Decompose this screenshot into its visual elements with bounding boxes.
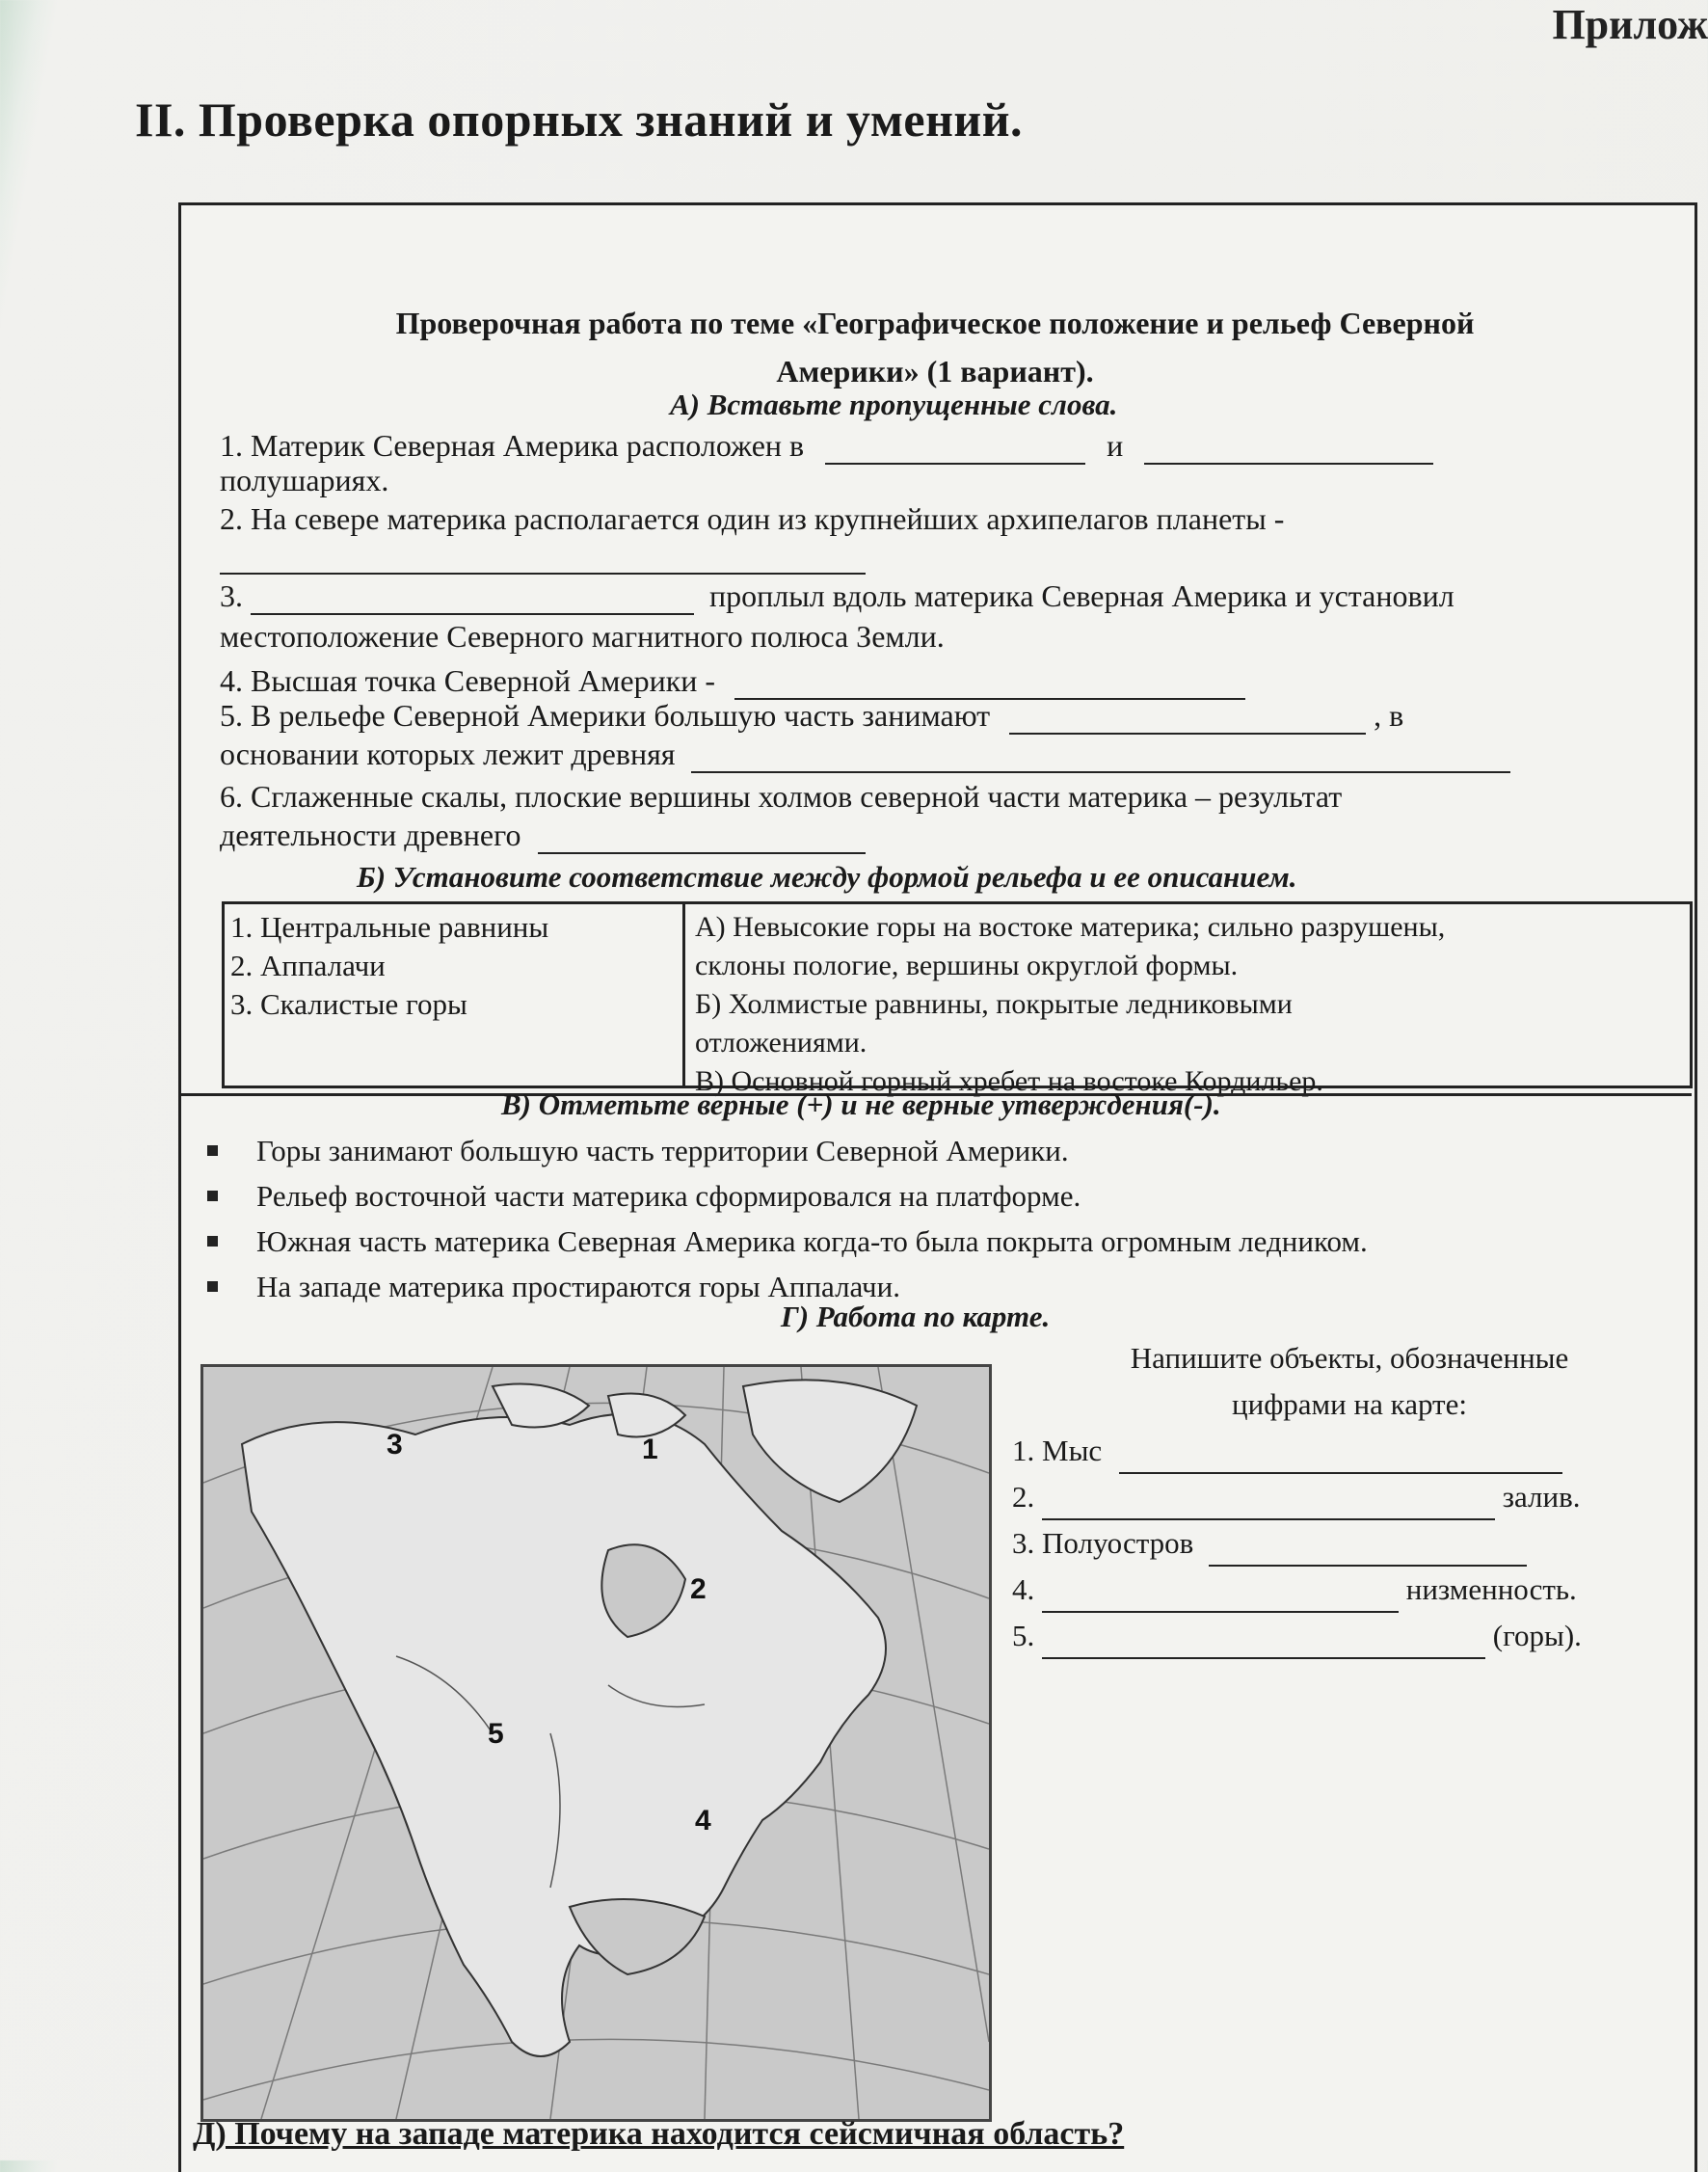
- map-label-1: 1: [642, 1434, 658, 1465]
- q3-blank[interactable]: [251, 584, 694, 615]
- worksheet-title-line2: Америки» (1 вариант).: [776, 354, 1094, 389]
- part-b-heading: Б) Установите соответствие между формой рельефа и ее описанием.: [357, 860, 1297, 894]
- bottom-question: Д) Почему на западе материка находится сейсмичная область?: [193, 2116, 1125, 2152]
- map-tasks: [1012, 1335, 1687, 1659]
- map-task-1: 1. Мыс: [1012, 1428, 1687, 1474]
- map-label-4: 4: [695, 1805, 711, 1837]
- description-a-line1: А) Невысокие горы на востоке материка; сильно разрушены,: [695, 911, 1446, 943]
- q3-text: проплыл вдоль материка Северная Америка и установил: [709, 578, 1454, 613]
- worksheet-title: [289, 299, 1581, 395]
- q3-num: 3.: [220, 578, 243, 613]
- map-task-4-blank[interactable]: [1042, 1582, 1399, 1613]
- map-task-3: 3. Полуостров: [1012, 1520, 1687, 1567]
- question-2: 2. На севере материка располагается один из крупнейших архипелагов планеты -: [220, 501, 1285, 536]
- bullet-icon: [207, 1236, 218, 1247]
- question-6: 6. Сглаженные скалы, плоские вершины холмов северной части материка – результат: [220, 779, 1343, 814]
- description-c: В) Основной горный хребет на востоке Кордильер.: [695, 1065, 1323, 1097]
- q5-cont-line: [220, 735, 1510, 773]
- q1-and: и: [1107, 428, 1124, 463]
- statement-3[interactable]: Южная часть материка Северная Америка когда-то была покрыта огромным ледником.: [207, 1219, 1368, 1264]
- statement-4[interactable]: На западе материка простираются горы Аппалачи.: [207, 1264, 1368, 1309]
- map-task-5-blank[interactable]: [1042, 1628, 1485, 1659]
- page-edge-label: Прилож: [1552, 1, 1708, 48]
- q5-text: 5. В рельефе Северной Америки большую часть занимают: [220, 698, 991, 733]
- part-a-heading: А) Вставьте пропущенные слова.: [670, 388, 1118, 421]
- map-task-2-blank[interactable]: [1042, 1489, 1495, 1520]
- q1-end: полушариях.: [220, 463, 389, 497]
- map-label-2: 2: [690, 1573, 707, 1605]
- map-task-5: 5. (горы).: [1012, 1613, 1687, 1659]
- statement-2[interactable]: Рельеф восточной части материка сформировался на платформе.: [207, 1173, 1368, 1219]
- relief-forms-column: [225, 904, 685, 1086]
- relief-form-1: 1. Центральные равнины: [230, 910, 549, 944]
- map-task-2: 2. залив.: [1012, 1474, 1687, 1520]
- map-label-5: 5: [488, 1718, 504, 1750]
- north-america-map: [200, 1364, 992, 2122]
- map-label-3: 3: [387, 1429, 403, 1461]
- map-svg: [203, 1367, 989, 2119]
- q2-blank[interactable]: [220, 544, 866, 575]
- section-title: II. Проверка опорных знаний и умений.: [135, 93, 1024, 147]
- q6-blank[interactable]: [538, 823, 866, 854]
- q5-blank-1[interactable]: [1009, 704, 1366, 735]
- question-5: [220, 696, 1403, 735]
- part-c-heading: В) Отметьте верные (+) и не верные утверждения(-).: [501, 1087, 1221, 1121]
- relief-form-3: 3. Скалистые горы: [230, 987, 467, 1021]
- matching-table: [222, 901, 1693, 1097]
- bullet-icon: [207, 1145, 218, 1156]
- statement-1[interactable]: Горы занимают большую часть территории Северной Америки.: [207, 1128, 1368, 1173]
- bullet-icon: [207, 1281, 218, 1292]
- map-instruction-line2: цифрами на карте:: [1232, 1387, 1467, 1421]
- description-b-line2: отложениями.: [695, 1027, 867, 1059]
- q3-cont: местоположение Северного магнитного полюса Земли.: [220, 619, 945, 654]
- worksheet-title-line1: Проверочная работа по теме «Географическое положение и рельеф Северной: [395, 306, 1475, 340]
- statements-list: [207, 1128, 1368, 1309]
- description-b-line1: Б) Холмистые равнины, покрытые ледниковыми: [695, 988, 1293, 1020]
- question-4: [220, 661, 1245, 700]
- map-task-4: 4. низменность.: [1012, 1567, 1687, 1613]
- description-a-line2: склоны пологие, вершины округлой формы.: [695, 950, 1239, 981]
- q1-text: 1. Материк Северная Америка расположен в: [220, 428, 805, 463]
- relief-form-2: 2. Аппалачи: [230, 949, 386, 982]
- part-d-heading: Г) Работа по карте.: [781, 1300, 1051, 1333]
- question-3: [220, 577, 1454, 615]
- q4-text: 4. Высшая точка Северной Америки -: [220, 663, 716, 698]
- q6-cont: деятельности древнего: [220, 818, 521, 852]
- descriptions-column: [685, 904, 1690, 1097]
- map-task-3-blank[interactable]: [1209, 1536, 1527, 1567]
- bullet-icon: [207, 1191, 218, 1201]
- question-1: [220, 426, 1433, 465]
- q6-cont-line: [220, 816, 866, 854]
- q1-blank-1[interactable]: [825, 434, 1085, 465]
- q1-blank-2[interactable]: [1144, 434, 1433, 465]
- q5-mid: , в: [1374, 698, 1404, 733]
- q2-answer-line: [220, 536, 866, 575]
- map-instruction-line1: Напишите объекты, обозначенные: [1130, 1341, 1569, 1375]
- map-task-1-blank[interactable]: [1119, 1443, 1562, 1474]
- q5-blank-2[interactable]: [691, 742, 1510, 773]
- q5-cont: основании которых лежит древняя: [220, 737, 676, 771]
